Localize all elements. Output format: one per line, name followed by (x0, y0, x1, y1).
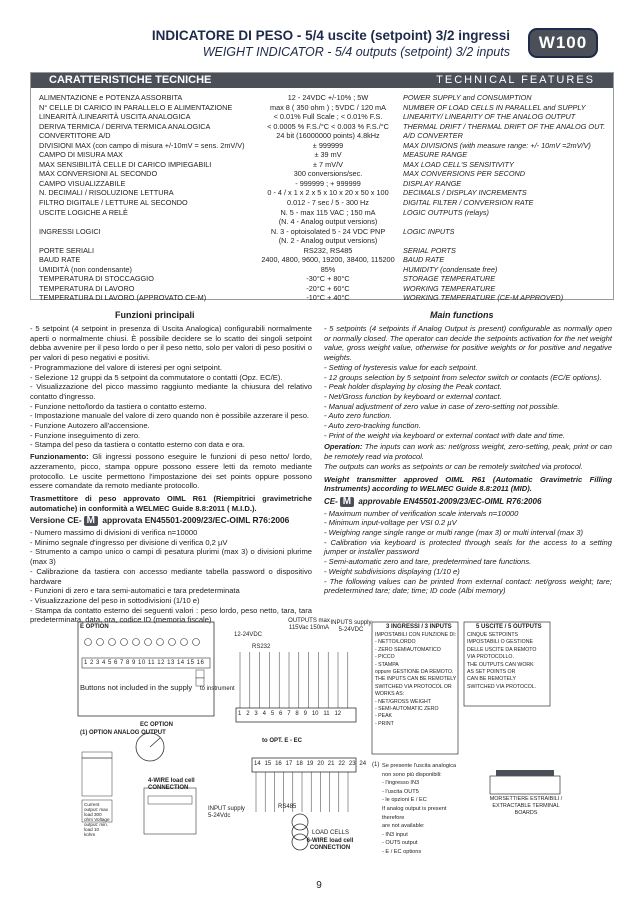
model-badge: W100 (528, 28, 598, 58)
ec-selector-pointer (150, 738, 160, 747)
spec-label-en: THERMAL DRIFT / THERMAL DRIFT OF THE ANALOG OUT. (403, 121, 606, 131)
spec-label-it: TEMPERATURA DI LAVORO (39, 283, 135, 293)
analog-note-line: non sono più disponibili: (382, 771, 442, 778)
spec-value: -10°C + 40°C (306, 293, 350, 303)
e-option-button (85, 639, 92, 646)
spec-label-it: DIVISIONI MAX (con campo di misura +/-10mV = sens. 2mV/V) (39, 140, 245, 150)
versione-pre: Versione CE- (30, 515, 82, 526)
op-label: Operation: (324, 442, 363, 452)
terminal-top-numbers: 1 2 3 4 5 6 7 8 9 10 11 12 (238, 711, 342, 717)
outputs-box-line: CAN BE REMOTELY (467, 676, 516, 683)
analog-note-line: - l'ingresso IN3 (382, 780, 420, 787)
en-bullet: - Net/Gross function by keyboard or external contact. (324, 391, 502, 401)
spec-label-en: STORAGE TEMPERATURE (403, 274, 496, 284)
spec-label-it: N. DECIMALI / RISOLUZIONE LETTURA (39, 188, 174, 198)
en-function-list (324, 324, 612, 440)
inputs-box-line: - PICCO (375, 654, 395, 661)
it-bullet: - Stampa del peso da tastiera o contatto esterno con data e ora. (30, 440, 245, 450)
specs-heading-en: TECHNICAL FEATURES (436, 74, 595, 86)
e-option-numbers: 1 2 3 4 5 6 7 8 9 10 11 12 13 14 15 16 (84, 660, 205, 666)
spec-label-en: BAUD RATE (403, 255, 445, 265)
m-mark-it: M (84, 516, 98, 526)
analog-note-line: are not available: (382, 823, 425, 830)
heading-funzioni: Funzioni principali (115, 310, 195, 320)
it-bullet: - Funzione netto/lordo da tastiera o contatto esterno. (30, 401, 207, 411)
outputs-box-line: SWITCHED VIA PROTOCOL. (467, 683, 537, 690)
spec-value: max 8 ( 350 ohm ) ; 5VDC / 120 mA (270, 102, 386, 112)
inputs-box-line: - SEMI-AUTOMATIC ZERO (375, 706, 439, 713)
page-header (0, 28, 638, 68)
spec-label-it: MAX CONVERSIONI AL SECONDO (39, 169, 158, 179)
spec-value: ± 999999 (312, 140, 344, 150)
spec-value: < 0.0005 % F.S./°C < 0.003 % F.S./°C (267, 121, 389, 131)
e-option-button (97, 639, 104, 646)
to-instrument-terminal-1 (196, 670, 204, 678)
rs485-label: RS485 (278, 804, 297, 810)
en-bullet: - Manual adjustment of zero value in case of zero-setting not possible. (324, 401, 560, 411)
inputs-box-line: WORKS AS: (375, 691, 405, 698)
ce-post: approvable EN45501-2009/23/EC-OIML R76:2006 (356, 496, 542, 506)
e-option-buttons (85, 639, 200, 646)
en-approval-bullet: - Calibration via keyboard is protected through seals for the access to a setting jumper or installer password (324, 537, 612, 557)
buttons-note: Buttons not included in the supply (80, 683, 193, 692)
analog-note-line: Se presente l'uscita analogica (382, 763, 457, 769)
spec-label-en: LOGIC OUTPUTS (relays) (403, 207, 489, 217)
spec-value: 0.012 - 7 sec / 5 - 300 Hz (287, 198, 369, 208)
op-text: The inputs can work as: net/gross weight, zero-setting, peak, print or can be remotely read via protocol. (324, 442, 612, 462)
specs-values (237, 93, 419, 303)
outputs-box-line: DELLE USCITE DA REMOTO (467, 646, 537, 653)
en-approval-bullet: - Minimum input-voltage per VSI 0.2 µV (324, 518, 457, 528)
it-approval-bullet: - Visualizzazione del peso in sottodivisioni (1/10 e) (30, 595, 200, 605)
inputs-box-line: oppure GESTIONE DA REMOTO. (375, 669, 454, 676)
inputs-box-line: - ZERO SEMIAUTOMATICO (375, 646, 441, 653)
e-option-button (145, 639, 152, 646)
e-option-button (181, 639, 188, 646)
inputs-box-line: - STAMPA (375, 661, 399, 668)
inputs-box-line: SWITCHED VIA PROTOCOL OR (375, 683, 452, 690)
analog-terminal-body (82, 758, 112, 796)
outputs-box-line: AS SET POINTS OR (467, 669, 516, 676)
four-wire-terminal (148, 796, 192, 804)
terminal-bottom-numbers: 14 15 16 17 18 19 20 21 22 23 24 (254, 761, 367, 767)
rs232-label: RS232 (252, 644, 271, 650)
it-approval-bullet: - Stampa da contatto esterno dei seguenti valori : peso lordo, peso netto, tara, tara predeterminata, data, ora, codice ID (memoria fiscale) (30, 605, 312, 625)
spec-label-it: MAX SENSIBILITÀ CELLE DI CARICO IMPIEGABILI (39, 159, 212, 169)
it-bullet: - Funzione Autozero all'accensione. (30, 421, 150, 431)
inputs-label: INPUTS supply 5-24VDC (330, 620, 372, 633)
it-approval-bullet: - Minimo segnale d'ingresso per divisione di verifica 0,2 µV (30, 537, 228, 547)
inputs-box-line: - NET/GROSS WEIGHT (375, 698, 431, 705)
spec-value: 24 bit (16000000 points) 4.8kHz (276, 131, 380, 141)
six-wire-label: 6-WIRE load cell CONNECTION (306, 838, 354, 851)
it-function-list (30, 324, 312, 450)
spec-label-it: CAMPO DI MISURA MAX (39, 150, 123, 160)
it-approval-bullet: - Calibrazione da tastiera con accesso mediante tabella password o dispositivo hardware (30, 566, 312, 586)
spec-label-en: DIGITAL FILTER / CONVERSION RATE (403, 198, 534, 208)
outputs-box-line: CINQUE SETPOINTS (467, 632, 519, 638)
spec-value: 12 - 24VDC +/-10% ; 5W (287, 93, 369, 102)
spec-label-it: USCITE LOGICHE A RELÈ (39, 207, 128, 217)
spec-label-en: MAX DIVISIONS (with measure range: +/- 10mV =2mV/V) (403, 140, 591, 150)
it-bullet: - Visualizzazione del picco massimo raggiunto mediante la chiusura del relativo contatto d'ingresso. (30, 382, 312, 401)
spec-label-en: HUMIDITY (condensate free) (403, 264, 498, 274)
analog-note-line: - IN3 input (382, 831, 408, 838)
spec-label-it: TEMPERATURA DI LAVORO (APPROVATO CE-M) (39, 293, 207, 303)
en-approval-bullet: - Weighing range single range or multi range (max 3) or multi interval (max 3) (324, 528, 583, 538)
spec-value: RS232, RS485 (303, 245, 353, 255)
analog-note-line: therefore (382, 814, 405, 821)
m-mark-en: M (340, 497, 354, 507)
spec-value: 300 conversions/sec. (293, 169, 363, 179)
wiring-diagram (0, 612, 638, 880)
english-description (324, 324, 612, 596)
en-transmitter-note: Weight transmitter approved OIML R61 (Automatic Gravimetric Filling Instruments) according to WELMEC Guide 8.8:2011 (MID). (324, 474, 612, 494)
spec-label-it (39, 236, 259, 246)
spec-label-en: NUMBER OF LOAD CELLS IN PARALLEL and SUPPLY (403, 102, 586, 112)
spec-label-it: FILTRO DIGITALE / LETTURE AL SECONDO (39, 198, 188, 208)
title-it: INDICATORE DI PESO - 5/4 uscite (setpoint) 3/2 ingressi (151, 28, 510, 43)
analog-terminal (82, 752, 112, 758)
inputs-box-line: - PRINT (375, 720, 394, 727)
inputs-box-text (375, 632, 456, 728)
terminals-label: MORSETTIERE ESTRAIBILI / EXTRACTABLE TERMINAL BOARDS (489, 796, 563, 816)
four-wire-label: 4-WIRE load cell CONNECTION (148, 778, 195, 791)
e-option-button (193, 639, 200, 646)
en-approval-bullet: - Semi-automatic zero and tare, predetermined tare functions. (324, 557, 532, 567)
analog-note-line: - OUT5 output (382, 840, 418, 847)
outputs-box-line: IMPOSTABILI O GESTIONE (467, 639, 533, 646)
e-option-label: E OPTION (80, 624, 109, 630)
it-bullet: - Programmazione del valore di isteresi per ogni setpoint. (30, 362, 223, 372)
e-option-button (121, 639, 128, 646)
spec-label-en: MEASURE RANGE (403, 150, 468, 160)
technical-features-table (30, 72, 614, 303)
load-cells-label: LOAD CELLS (312, 830, 350, 836)
title-en: WEIGHT INDICATOR - 5/4 outputs (setpoint) 3/2 inputs (202, 45, 510, 59)
spec-label-it: DERIVA TERMICA / DERIVA TERMICA ANALOGICA (39, 121, 211, 131)
it-transmitter-note: Trasmettitore di peso approvato OIML R61 (Riempitrici gravimetriche automatiche) in conformità a WELMEC Guide 8.8:2011 ( M.I.D.). (30, 493, 312, 513)
italian-description (30, 324, 312, 625)
en-bullet: - Setting of hysteresis value for each setpoint. (324, 362, 478, 372)
func-text: Gli ingressi possono eseguire le funzioni di peso netto/ lordo, azzeramento, picco, stampa oppure possono essere letti da remoto mediante protocollo. Le uscite permettono l'impostazione dei set points oppure possono essere comandate da remoto mediante protocollo. (30, 452, 312, 491)
analog-note-line: If analog output is present (382, 805, 447, 812)
spec-label-it: N° CELLE DI CARICO IN PARALLELO E ALIMENTAZIONE (39, 102, 233, 112)
spec-label-it: CAMPO VISUALIZZABILE (39, 178, 126, 188)
e-option-box (78, 622, 214, 716)
spec-label-it: CONVERTITORE A/D (39, 131, 111, 141)
analog-note-ref-2: (1) (372, 762, 380, 768)
it-approval-list (30, 528, 312, 625)
spec-label-it: TEMPERATURA DI STOCCAGGIO (39, 274, 154, 284)
spec-label-en (403, 217, 608, 227)
spec-value: N. 5 - max 115 VAC ; 150 mA (280, 207, 376, 217)
spec-label-it: ALIMENTAZIONE e POTENZA ASSORBITA (39, 93, 183, 102)
spec-label-en (403, 236, 608, 246)
spec-value: < 0.01% Full Scale ; < 0.01% F.S. (273, 112, 383, 122)
spec-label-en: MAX LOAD CELL'S SENSITIVITY (403, 159, 514, 169)
to-instrument-label: to instrument (200, 686, 235, 692)
en-bullet: - Auto zero function. (324, 411, 392, 421)
spec-value: (N. 4 - Analog output versions) (278, 217, 378, 227)
analog-note-line: - l'uscita OUT5 (382, 788, 419, 795)
spec-value: ± 7 mV/V (313, 159, 343, 169)
analog-option-label (80, 730, 166, 737)
it-bullet: - Impostazione manuale del valore di zero quando non è possibile azzerare il peso. (30, 411, 310, 421)
specs-heading-it: CARATTERISTICHE TECNICHE (49, 74, 212, 86)
spec-value: 2400, 4800, 9600, 19200, 38400, 115200 (261, 255, 395, 265)
spec-value: - 999999 ; + 999999 (295, 178, 361, 188)
outputs-box-title: 5 USCITE / 5 OUTPUTS (476, 624, 542, 630)
spec-value: (N. 2 - Analog output versions) (278, 236, 378, 246)
analog-note-line: - E / EC options (382, 848, 422, 855)
inputs-box-title: 3 INGRESSI / 3 INPUTS (386, 624, 452, 630)
spec-label-en: MAX CONVERSIONS PER SECOND (403, 169, 526, 179)
supply-label: 12-24VDC (234, 632, 263, 638)
outputs-box-line: VIA PROTOCOLLO. (467, 654, 514, 661)
inputs-box-line: - NETTO/LORDO (375, 639, 416, 646)
it-approval-bullet: - Numero massimo di divisioni di verifica n=10000 (30, 528, 198, 538)
spec-label-en: POWER SUPPLY and CONSUMPTION (403, 93, 532, 102)
spec-value: -20°C + 60°C (306, 283, 350, 293)
spec-label-en: WORKING TEMPERATURE (CE-M APPROVED) (403, 293, 564, 303)
it-approval-bullet: - Strumento a campo unico o campi di pesatura plurimi (max 3) o divisioni plurime (max 3) (30, 547, 312, 567)
e-option-button (109, 639, 116, 646)
spec-label-it: UMIDITÀ (non condensante) (39, 264, 132, 274)
current-output-note: Current output: max load 300 ohm Voltage output: min. load 10 kohm (84, 802, 110, 837)
outputs-box-line: THE OUTPUTS CAN WORK (467, 661, 534, 668)
en-approval-list (324, 509, 612, 596)
extractable-terminal-top (496, 770, 554, 776)
heading-main-functions: Main functions (430, 310, 494, 320)
to-instrument-terminal-2 (196, 678, 204, 686)
spec-label-en: DISPLAY RANGE (403, 178, 462, 188)
it-bullet: - 5 setpoint (4 setpoint in presenza di Uscita Analogica) configurabili normalmente aperti o normalmente chiusi. È possibile decidere se lo scatto dei singoli setpoint debba avvenire per il peso lordo o per il peso netto, solo per valori di peso positivi o per valori di peso negativi e positivi. (30, 324, 312, 363)
load-cell-1 (292, 814, 308, 830)
spec-label-it: BAUD RATE (39, 255, 81, 265)
analog-note-ref: (1) (80, 730, 88, 736)
analog-option-text: OPTION ANALOG OUTPUT (89, 730, 166, 736)
input-supply-label: INPUT supply 5-24Vdc (208, 806, 245, 819)
op-text2: The outputs can works as setpoints or can be remotely switched via protocol. (324, 461, 583, 471)
spec-value: -30°C + 80°C (306, 274, 350, 284)
spec-label-it (39, 217, 259, 227)
it-approval-bullet: - Funzioni di zero e tara semi-automatici e tara predeterminata (30, 586, 240, 596)
en-approval-bullet: - Weight subdivisions displaying (1/10 e) (324, 566, 460, 576)
outputs-box-text (467, 632, 536, 691)
func-label: Funzionamento: (30, 452, 89, 462)
spec-value: 85% (320, 264, 336, 274)
it-bullet: - Funzione inseguimento di zero. (30, 430, 141, 440)
spec-value: ± 39 mV (314, 150, 342, 160)
e-option-button (169, 639, 176, 646)
spec-value: 0 - 4 / x 1 x 2 x 5 x 10 x 20 x 50 x 100 (267, 188, 389, 198)
four-wire-box (144, 788, 196, 834)
en-bullet: - Auto zero-tracking function. (324, 421, 421, 431)
e-option-button (133, 639, 140, 646)
specs-labels-en (403, 93, 608, 303)
e-option-button (157, 639, 164, 646)
analog-note-text (382, 762, 456, 857)
analog-note-line: - le opzioni E / EC (382, 797, 427, 804)
specs-heading-bar (31, 73, 613, 88)
spec-label-en: SERIAL PORTS (403, 245, 456, 255)
to-opt-label: to OPT. E - EC (262, 738, 303, 744)
outputs-label: OUTPUTS max 115Vac 150mA (288, 618, 330, 631)
ec-option-label: EC OPTION (140, 722, 174, 728)
spec-label-en: DECIMALS / DISPLAY INCREMENTS (403, 188, 527, 198)
spec-label-it: LINEARITÀ /LINEARITÀ USCITA ANALOGICA (39, 112, 191, 122)
ce-pre: CE- (324, 496, 338, 506)
en-approval-bullet: - The following values can be printed from external contact: net/gross weight; tare; predetermined tare; date; time; ID code (Albi memory) (324, 576, 612, 596)
versione-post: approvata EN45501-2009/23/EC-OIML R76:2006 (100, 515, 290, 526)
en-bullet: - Print of the weight via keyboard or external contact with date and time. (324, 430, 566, 440)
en-bullet: - 5 setpoints (4 setpoints if Analog Output is present) configurable as normally open or normally closed. The operator can decide the setpoints activation for the net weight value, gross weight value, otherwise for positive weights or for positive and negative weights. (324, 324, 612, 363)
en-approval-bullet: - Maximum number of verification scale intervals n=10000 (324, 508, 519, 518)
spec-value: N. 3 - optoisolated 5 - 24 VDC PNP (270, 226, 386, 236)
extractable-terminal-icon (490, 776, 560, 794)
en-bullet: - 12 groups selection by 5 setpoint from selector switch or contacts (EC/E options). (324, 372, 602, 382)
inputs-box-line: IMPOSTABILI CON FUNZIONE DI: (375, 632, 457, 638)
en-bullet: - Peak holder displaying by closing the Peak contact. (324, 382, 502, 392)
page-number: 9 (316, 880, 322, 891)
terminal-leads (240, 652, 348, 812)
spec-label-it: INGRESSI LOGICI (39, 226, 101, 236)
spec-label-en: LOGIC INPUTS (403, 226, 455, 236)
spec-label-it: PORTE SERIALI (39, 245, 95, 255)
inputs-box-line: - PEAK (375, 713, 393, 720)
spec-label-en: LINEARITY/ LINEARITY OF THE ANALOG OUTPUT (403, 112, 576, 122)
spec-label-en: A/D CONVERTER (403, 131, 463, 141)
it-bullet: - Selezione 12 gruppi da 5 setpoint da commutatore o contatti (Opz. EC/E). (30, 372, 283, 382)
inputs-box-line: THE INPUTS CAN BE REMOTELY (375, 676, 457, 683)
spec-label-en: WORKING TEMPERATURE (403, 283, 496, 293)
specs-labels-it (39, 93, 259, 303)
